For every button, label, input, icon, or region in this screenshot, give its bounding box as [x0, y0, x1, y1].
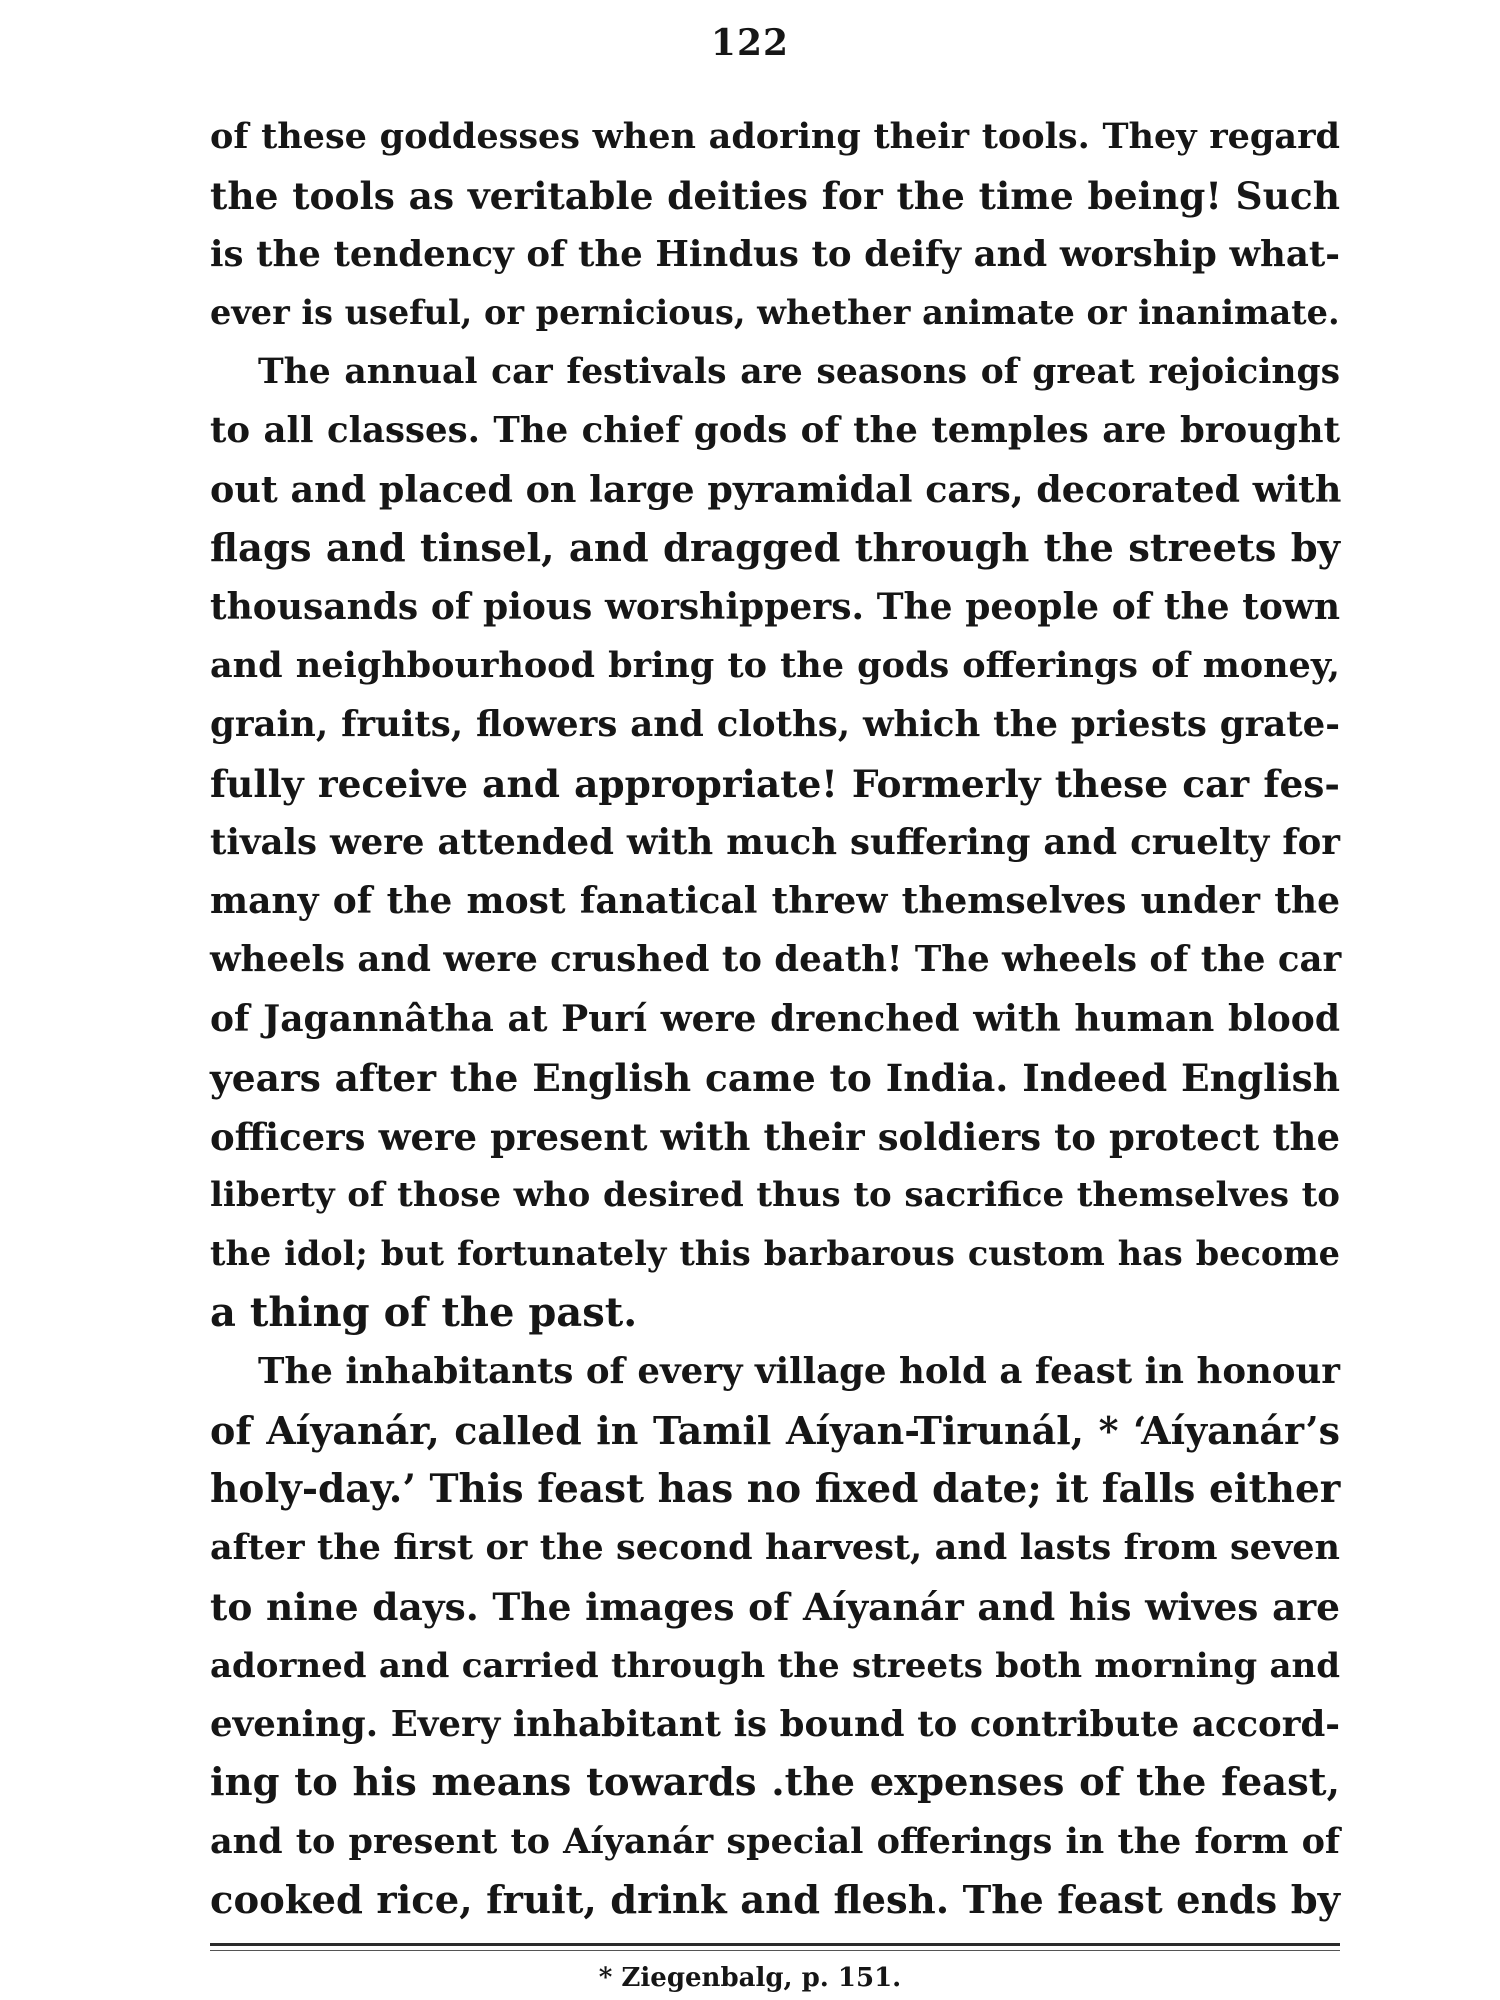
- text-line: of these goddesses when adoring their tools. They regard: [210, 116, 1340, 157]
- text-line: a thing of the past.: [210, 1288, 638, 1336]
- text-line: the idol; but fortunately this barbarous custom has become: [210, 1234, 1340, 1274]
- text-line: of Jagannâtha at Purí were drenched with human blood: [210, 997, 1340, 1040]
- footnote: * Ziegenbalg, p. 151.: [598, 1963, 902, 1993]
- footnote-rule: [210, 1943, 1340, 1946]
- page-number: 122: [710, 22, 790, 64]
- text-line: is the tendency of the Hindus to deify and worship what-: [210, 233, 1340, 275]
- paragraph-start-line: The annual car festivals are seasons of great rejoicings: [258, 352, 1340, 393]
- text-line: evening. Every inhabitant is bound to contribute accord-: [210, 1703, 1340, 1745]
- paragraph-start-line: The inhabitants of every village hold a feast in honour: [258, 1350, 1340, 1392]
- text-line: wheels and were crushed to death! The wheels of the car: [210, 939, 1342, 981]
- text-line: flags and tinsel, and dragged through the streets by: [210, 525, 1340, 571]
- text-line: fully receive and appropriate! Formerly these car fes-: [210, 761, 1340, 806]
- text-line: out and placed on large pyramidal cars, decorated with: [210, 467, 1342, 511]
- text-line: holy-day.’ This feast has no fixed date; it falls either: [210, 1466, 1341, 1513]
- body-text: [210, 108, 1340, 1931]
- text-line: the tools as veritable deities for the time being! Such: [210, 173, 1340, 218]
- text-line: cooked rice, fruit, drink and flesh. The feast ends by: [210, 1877, 1340, 1923]
- footnote-rule-thin: [210, 1950, 1340, 1951]
- text-line: adorned and carried through the streets both morning and: [210, 1645, 1340, 1686]
- text-line: many of the most fanatical threw themselves under the: [210, 880, 1340, 923]
- text-line: after the first or the second harvest, and lasts from seven: [210, 1527, 1340, 1569]
- text-line: to nine days. The images of Aíyanár and his wives are: [210, 1584, 1340, 1629]
- text-line: tivals were attended with much suffering and cruelty for: [210, 821, 1340, 863]
- text-line: ing to his means towards .the expenses of the feast,: [210, 1760, 1340, 1806]
- text-line: and to present to Aíyanár special offerings in the form of: [210, 1821, 1340, 1863]
- text-line: liberty of those who desired thus to sacrifice themselves to: [210, 1175, 1340, 1216]
- text-line: thousands of pious worshippers. The people of the town: [210, 586, 1340, 629]
- text-line: of Aíyanár, called in Tamil Aíyan-Tirunál, * ‘Aíyanár’s: [210, 1407, 1340, 1453]
- text-line: to all classes. The chief gods of the temples are brought: [210, 409, 1340, 451]
- text-line: years after the English came to India. Indeed English: [210, 1055, 1340, 1100]
- text-line: ever is useful, or pernicious, whether animate or inanimate.: [210, 293, 1340, 333]
- text-line: and neighbourhood bring to the gods offerings of money,: [210, 645, 1340, 687]
- text-line: officers were present with their soldiers to protect the: [210, 1114, 1340, 1159]
- text-line: grain, fruits, flowers and cloths, which the priests grate-: [210, 703, 1340, 745]
